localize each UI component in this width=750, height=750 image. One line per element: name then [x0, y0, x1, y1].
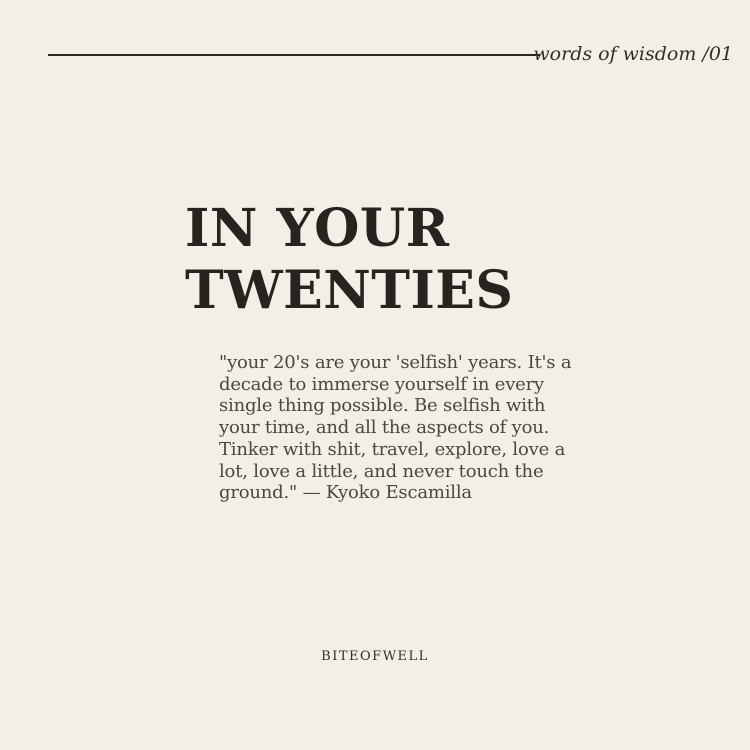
quote-line: "your 20's are your 'selfish' years. It's a: [219, 352, 572, 373]
page-title-line-2: TWENTIES: [185, 260, 514, 321]
page-title-line-1: IN YOUR: [185, 198, 450, 259]
quote-line: decade to immerse yourself in every: [219, 373, 544, 395]
top-rule-divider: [48, 54, 540, 56]
quote-line: single thing possible. Be selfish with: [219, 395, 546, 417]
quote-line: your time, and all the aspects of you.: [219, 417, 550, 439]
page-title: [185, 198, 513, 322]
quote-block: [219, 352, 571, 504]
brand-wordmark: BITEOFWELL: [321, 649, 429, 664]
quote-line: Tinker with shit, travel, explore, love a: [219, 438, 566, 460]
quote-line-attribution: ground." — Kyoko Escamilla: [219, 482, 472, 504]
masthead-label: words of wisdom /01: [533, 43, 733, 65]
quote-line: lot, love a little, and never touch the: [219, 460, 544, 482]
